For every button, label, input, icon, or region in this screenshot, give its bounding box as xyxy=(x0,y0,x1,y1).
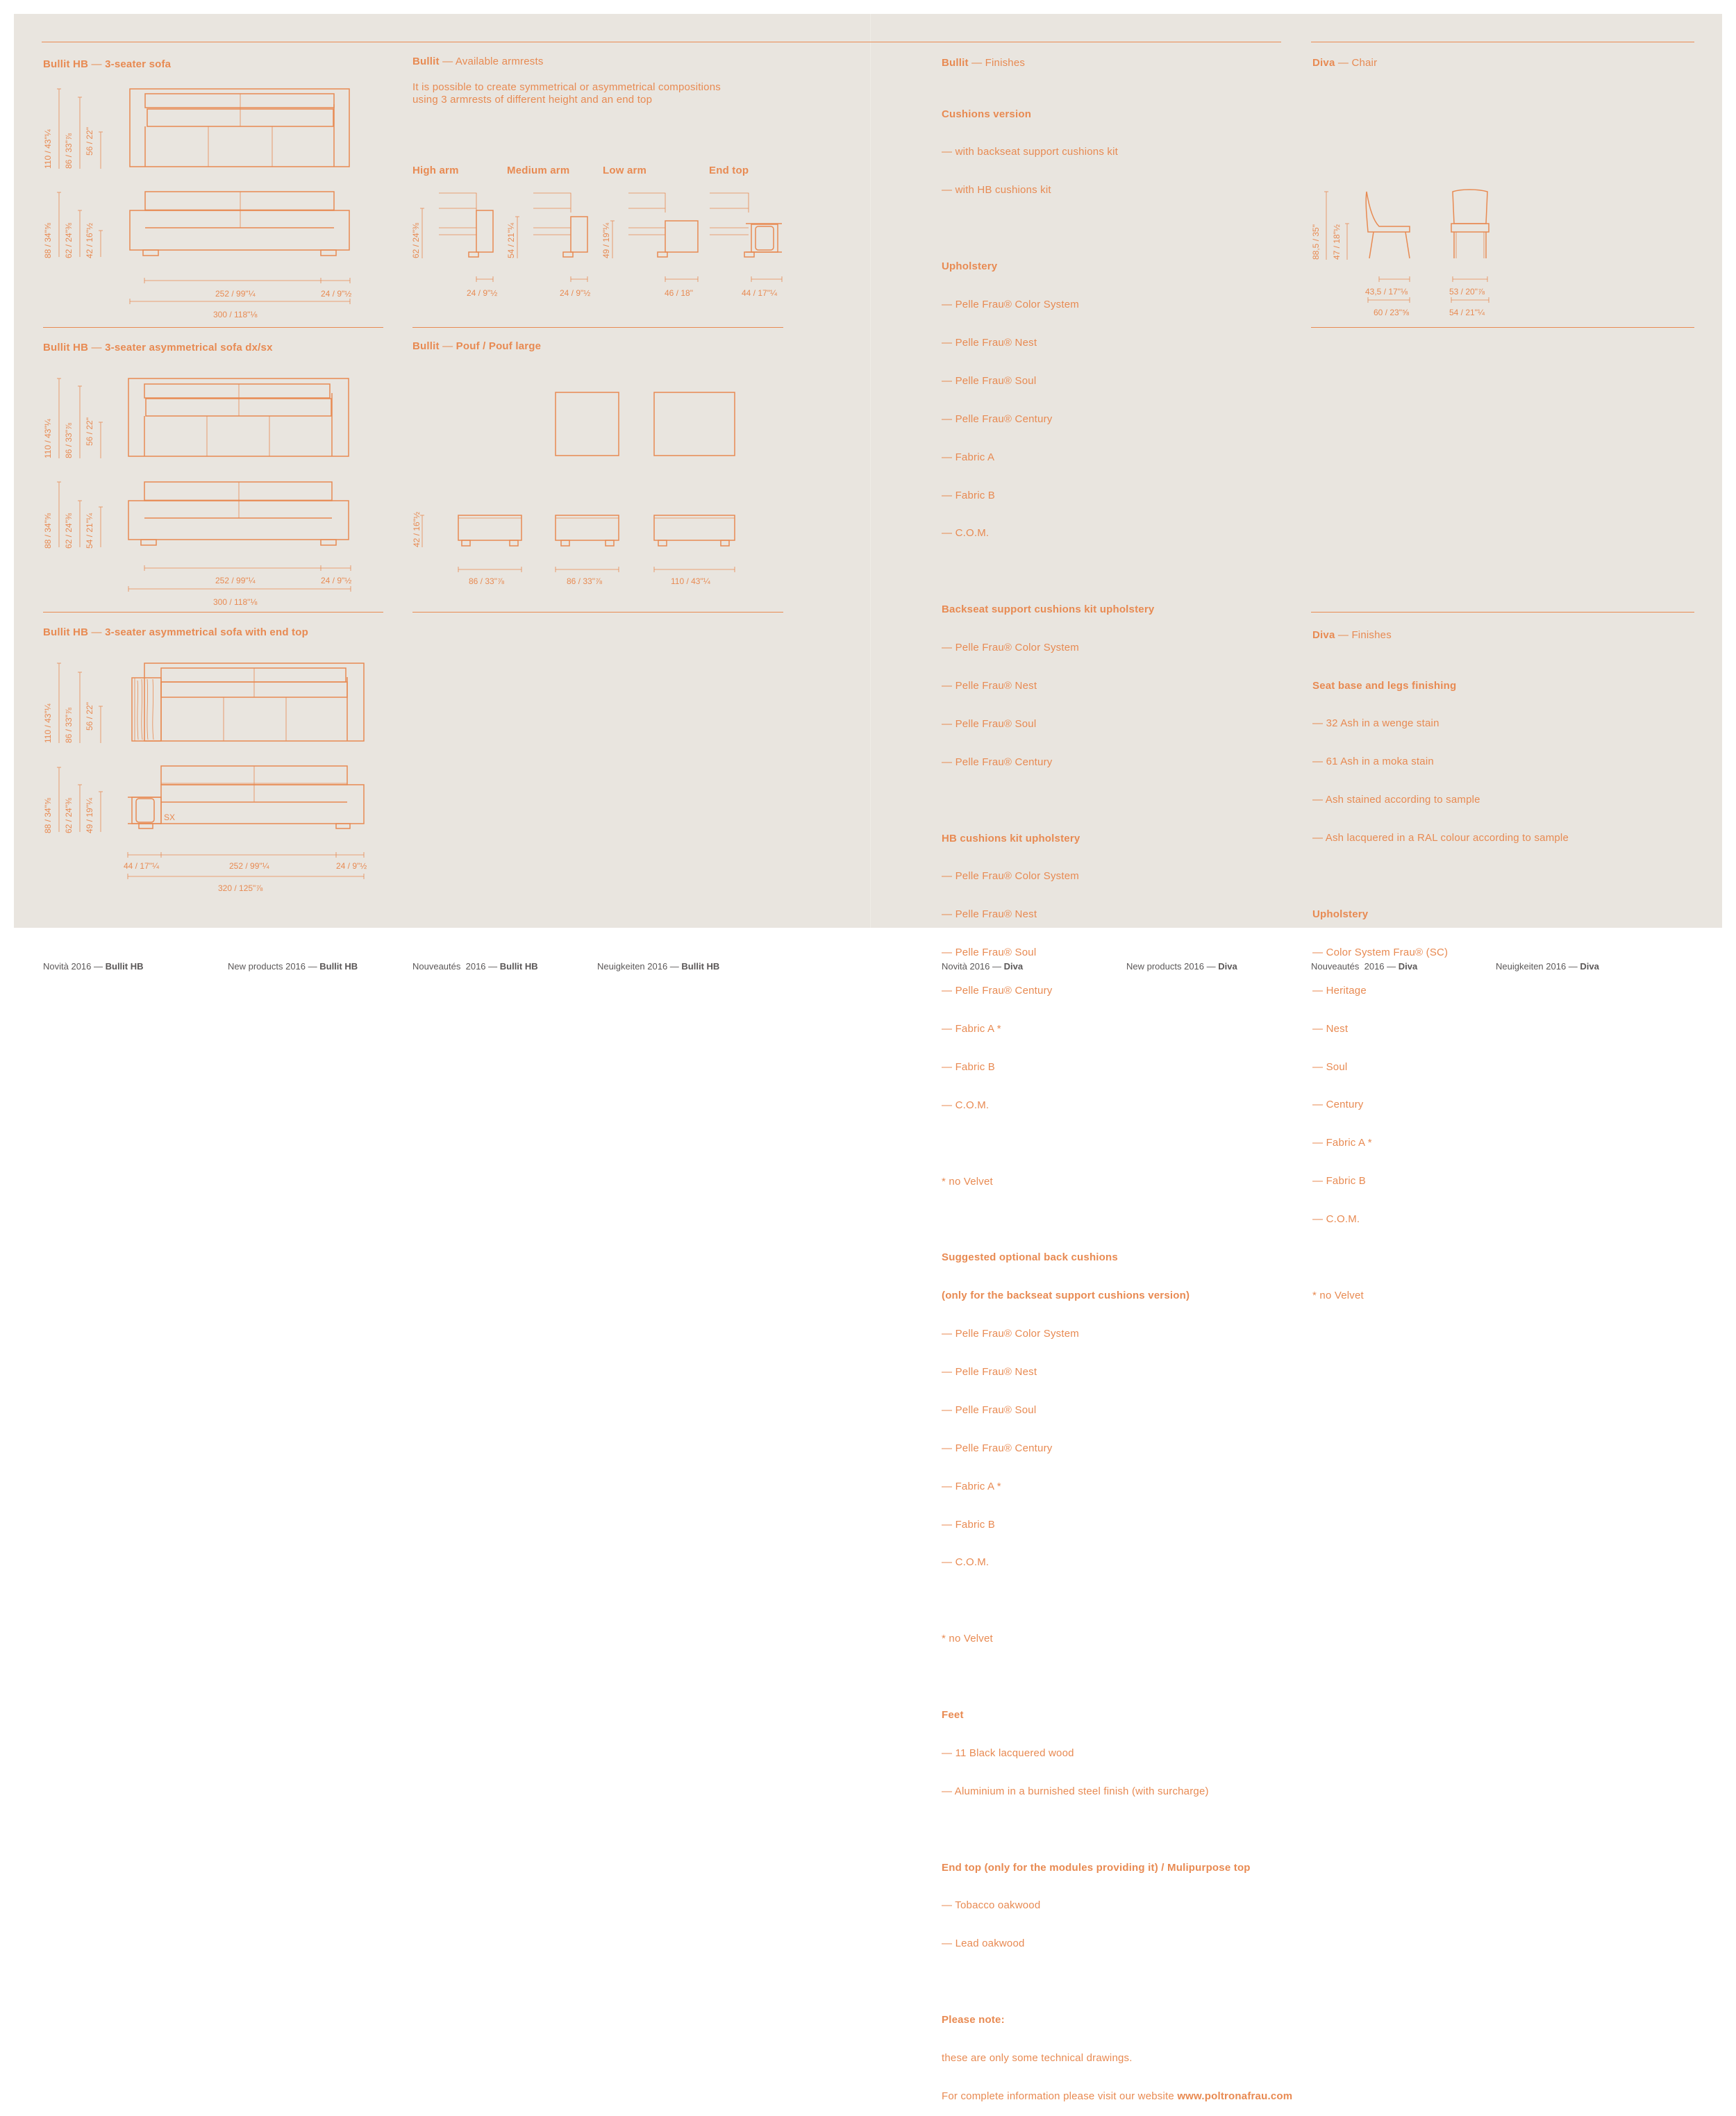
sofa3-w3: 24 / 9"½ xyxy=(336,861,367,871)
footer-item: New products 2016 — Bullit HB xyxy=(228,961,358,972)
armrest-label-medium: Medium arm xyxy=(507,165,570,176)
sofa2-w3: 300 / 118"⅛ xyxy=(213,597,258,607)
sofa3-w2: 252 / 99"¼ xyxy=(229,861,269,871)
list-item: — 61 Ash in a moka stain xyxy=(1312,756,1434,768)
footer-item: Neuigkeiten 2016 — Diva xyxy=(1496,961,1599,972)
sofa3-sx-label: SX xyxy=(164,813,176,822)
list-item: — Pelle Frau® Nest xyxy=(942,1365,1037,1378)
website-link[interactable]: www.poltronafrau.com xyxy=(1177,2090,1293,2102)
list-item: — Fabric B xyxy=(942,489,996,501)
diva-w3: 53 / 20"⅞ xyxy=(1449,287,1485,297)
list-item: — Fabric B xyxy=(942,1518,996,1531)
please-note-heading: Please note: xyxy=(942,2014,1005,2026)
pouf-side-1 xyxy=(458,515,521,546)
diva-upholstery-heading: Upholstery xyxy=(1312,908,1369,920)
pouf-top-view xyxy=(556,392,619,456)
list-item: — Aluminium in a burnished steel finish (with surcharge) xyxy=(942,1785,1209,1797)
list-item: — C.O.M. xyxy=(942,527,990,540)
sofa2-h1: 110 / 43"¼ xyxy=(43,419,53,458)
diva-h2: 47 / 18"½ xyxy=(1332,224,1342,260)
list-item: — Pelle Frau® Color System xyxy=(942,642,1079,654)
list-item: — Tobacco oakwood xyxy=(942,1899,1041,1912)
sofa3-h6: 49 / 19"¼ xyxy=(85,798,94,833)
list-item: — Pelle Frau® Soul xyxy=(942,717,1037,730)
footer-item: Nouveautés 2016 — Diva xyxy=(1311,961,1418,972)
sofa3-h2: 86 / 33"⅞ xyxy=(64,708,74,743)
sofa2-title: Bullit HB — 3-seater asymmetrical sofa dx/sx xyxy=(43,342,273,353)
rule-pouf xyxy=(412,612,783,613)
sofa3-h3: 56 / 22" xyxy=(85,702,94,731)
sofa1-w3: 300 / 118"⅛ xyxy=(213,310,258,319)
list-item: — 11 Black lacquered wood xyxy=(942,1747,1074,1759)
sofa2-h4: 88 / 34"⅝ xyxy=(43,513,53,549)
upholstery-heading: Upholstery xyxy=(942,260,998,273)
sofa3-w4: 320 / 125"⅞ xyxy=(218,883,263,893)
list-item: — Fabric A * xyxy=(1312,1137,1372,1149)
list-item: — Pelle Frau® Century xyxy=(942,1442,1053,1454)
sofa3-dims xyxy=(57,663,364,879)
list-item: — with HB cushions kit xyxy=(942,184,1051,197)
list-item: — Soul xyxy=(1312,1060,1348,1073)
backseat-heading: Backseat support cushions kit upholstery xyxy=(942,603,1155,616)
diva-h1: 88,5 / 35" xyxy=(1311,224,1321,260)
pouf-height: 42 / 16"½ xyxy=(412,512,422,547)
sofa2-w2: 24 / 9"½ xyxy=(321,576,352,585)
no-velvet-note: * no Velvet xyxy=(942,1633,993,1645)
sofa1-h2: 86 / 33"⅞ xyxy=(64,133,74,169)
list-item: — Pelle Frau® Soul xyxy=(942,947,1037,959)
list-item: — Pelle Frau® Nest xyxy=(942,336,1037,349)
sofa3-side-view xyxy=(128,766,364,828)
seat-heading: Seat base and legs finishing xyxy=(1312,679,1457,692)
list-item: — Pelle Frau® Nest xyxy=(942,908,1037,921)
list-item: — Fabric A xyxy=(942,451,995,463)
pouf-large-side xyxy=(654,515,735,546)
sofa1-title: Bullit HB — 3-seater sofa xyxy=(43,58,172,70)
list-item: — C.O.M. xyxy=(942,1099,990,1111)
please-note-line-1: these are only some technical drawings. xyxy=(942,2052,1133,2065)
footer-item: Nouveautés 2016 — Bullit HB xyxy=(412,961,538,972)
footer-item: Novità 2016 — Bullit HB xyxy=(43,961,144,972)
list-item: — Lead oakwood xyxy=(942,1938,1025,1950)
cushions-version-heading: Cushions version xyxy=(942,108,1032,120)
pouf-width-1: 86 / 33"⅞ xyxy=(469,576,504,586)
armrest-label-high: High arm xyxy=(412,165,459,176)
list-item: — Heritage xyxy=(1312,984,1367,997)
diva-finishes-column xyxy=(1312,654,1569,1315)
sofa1-h5: 62 / 24"⅜ xyxy=(64,223,74,258)
pouf-large-top-view xyxy=(654,392,735,456)
list-item: — Ash stained according to sample xyxy=(1312,794,1480,806)
armrest-width-endtop: 44 / 17"¼ xyxy=(742,288,777,298)
sofa1-w1: 252 / 99"¼ xyxy=(215,289,256,299)
armrest-width-high: 24 / 9"½ xyxy=(467,288,498,298)
list-item: — Color System Frau® (SC) xyxy=(1312,946,1449,958)
diva-front-view xyxy=(1451,190,1489,258)
sofa1-h3: 56 / 22" xyxy=(85,127,94,156)
sofa2-w1: 252 / 99"¼ xyxy=(215,576,256,585)
armrest-height-low: 49 / 19"¼ xyxy=(601,223,611,258)
sofa3-title: Bullit HB — 3-seater asymmetrical sofa with end top xyxy=(43,626,308,638)
diva-drawing xyxy=(0,0,1528,333)
pouf-title: Bullit — Pouf / Pouf large xyxy=(412,340,542,352)
list-item: — Pelle Frau® Nest xyxy=(942,679,1037,692)
suggested-heading-1: Suggested optional back cushions xyxy=(942,1251,1118,1264)
list-item: — Pelle Frau® Color System xyxy=(942,1328,1079,1340)
list-item: — Pelle Frau® Soul xyxy=(942,374,1037,387)
diva-w1: 43,5 / 17"⅛ xyxy=(1365,287,1408,297)
armrest-height-medium: 54 / 21"¼ xyxy=(506,223,516,258)
diva-dims xyxy=(1324,192,1489,303)
armrest-label-low: Low arm xyxy=(603,165,647,176)
list-item: — with backseat support cushions kit xyxy=(942,146,1118,158)
sofa3-h1: 110 / 43"¼ xyxy=(43,703,53,743)
suggested-heading-2: (only for the backseat support cushions version) xyxy=(942,1290,1190,1302)
diva-w2: 60 / 23"⅝ xyxy=(1374,308,1409,317)
feet-heading: Feet xyxy=(942,1709,964,1721)
list-item: — Pelle Frau® Century xyxy=(942,413,1053,425)
list-item: — Century xyxy=(1312,1099,1364,1111)
diva-side-view xyxy=(1366,192,1410,258)
list-item: — Pelle Frau® Soul xyxy=(942,1403,1037,1416)
pouf-dims xyxy=(420,515,735,572)
list-item: — Pelle Frau® Color System xyxy=(942,870,1079,883)
list-item: — Fabric A * xyxy=(942,1480,1001,1492)
sofa3-h4: 88 / 34"⅝ xyxy=(43,798,53,833)
armrest-width-low: 46 / 18" xyxy=(665,288,693,298)
sofa1-h1: 110 / 43"¼ xyxy=(43,129,53,169)
pouf-side-2 xyxy=(556,515,619,546)
finishes-column xyxy=(942,83,1292,2116)
list-item: — 32 Ash in a wenge stain xyxy=(1312,717,1439,730)
armrest-label-endtop: End top xyxy=(709,165,749,176)
finishes-title: Bullit — Finishes xyxy=(942,57,1026,69)
footer-item: Novità 2016 — Diva xyxy=(942,961,1024,972)
armrests-desc-1: It is possible to create symmetrical or asymmetrical compositions xyxy=(412,81,721,93)
armrest-width-medium: 24 / 9"½ xyxy=(560,288,591,298)
footer-item: New products 2016 — Diva xyxy=(1126,961,1237,972)
sofa3-h5: 62 / 24"⅜ xyxy=(64,798,74,833)
list-item: — C.O.M. xyxy=(1312,1213,1360,1226)
sofa3-w1: 44 / 17"¼ xyxy=(124,861,159,871)
list-item: — Nest xyxy=(1312,1022,1349,1035)
no-velvet-note: * no Velvet xyxy=(942,1175,993,1188)
please-note-line-2: For complete information please visit our website www.poltronafrau.com xyxy=(942,2090,1293,2102)
sofa1-h6: 42 / 16"½ xyxy=(85,223,94,258)
list-item: — Fabric B xyxy=(1312,1175,1367,1188)
list-item: — Fabric A * xyxy=(942,1022,1001,1035)
sofa2-h5: 62 / 24"⅜ xyxy=(64,513,74,549)
diva-w4: 54 / 21"¼ xyxy=(1449,308,1485,317)
list-item: — Pelle Frau® Century xyxy=(942,756,1053,768)
footer-item: Neuigkeiten 2016 — Bullit HB xyxy=(597,961,720,972)
sofa2-h3: 56 / 22" xyxy=(85,417,94,446)
diva-finishes-title: Diva — Finishes xyxy=(1312,629,1392,641)
rule-diva-finishes xyxy=(1311,612,1694,613)
hb-heading: HB cushions kit upholstery xyxy=(942,832,1080,844)
no-velvet-note: * no Velvet xyxy=(1312,1289,1364,1301)
sofa1-w2: 24 / 9"½ xyxy=(321,289,352,299)
sofa3-front-view xyxy=(132,663,364,741)
sofa2-h6: 54 / 21"¼ xyxy=(85,513,94,549)
list-item: — Ash lacquered in a RAL colour according to sample xyxy=(1312,832,1569,844)
pouf-width-2: 86 / 33"⅞ xyxy=(567,576,602,586)
list-item: — Pelle Frau® Century xyxy=(942,985,1053,997)
pouf-width-3: 110 / 43"¼ xyxy=(671,576,710,586)
armrest-height-high: 62 / 24"⅜ xyxy=(411,223,421,258)
diva-title: Diva — Chair xyxy=(1312,57,1378,69)
sofa2-h2: 86 / 33"⅞ xyxy=(64,423,74,458)
list-item: — Fabric B xyxy=(942,1060,996,1073)
list-item: — Pelle Frau® Color System xyxy=(942,299,1079,311)
armrests-title: Bullit — Available armrests xyxy=(412,56,544,67)
rule-diva-chair xyxy=(1311,327,1694,328)
sofa1-h4: 88 / 34"⅝ xyxy=(43,223,53,258)
endtop-heading: End top (only for the modules providing it) / Mulipurpose top xyxy=(942,1861,1251,1874)
list-item: — C.O.M. xyxy=(942,1556,990,1569)
armrests-desc-2: using 3 armrests of different height and an end top xyxy=(412,94,653,106)
